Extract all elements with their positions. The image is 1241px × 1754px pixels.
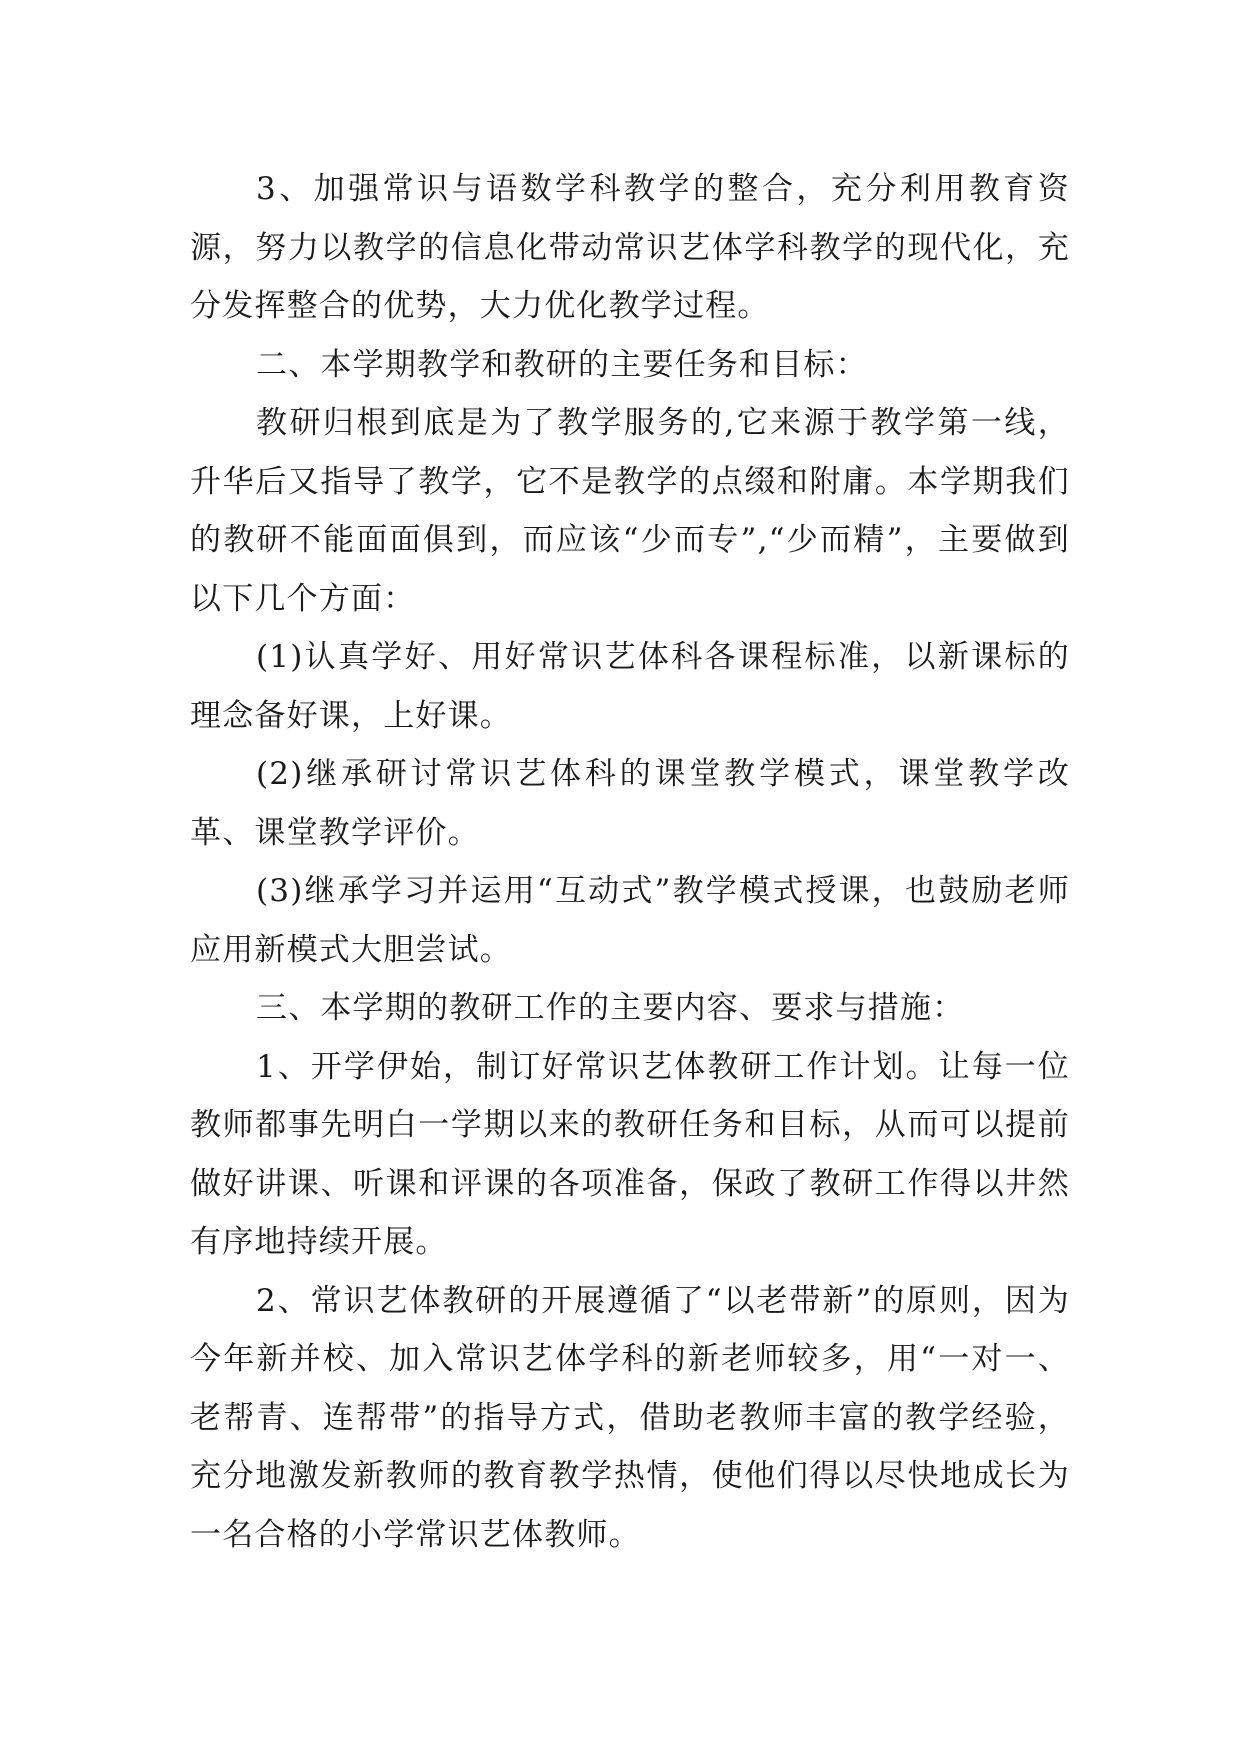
paragraph-integration-point-3: 3、加强常识与语数学科教学的整合，充分利用教育资源，努力以教学的信息化带动常识艺体学科教学的现代化，充分发挥整合的优势，大力优化教学过程。	[190, 171, 1070, 324]
heading-section-2-tasks-goals: 二、本学期教学和教研的主要任务和目标：	[256, 346, 868, 383]
document-body	[190, 160, 1070, 1564]
list-item-2: (2)继承研讨常识艺体科的课堂教学模式，课堂教学改革、课堂教学评价。	[190, 756, 1070, 851]
list-item-3: (3)继承学习并运用“互动式”教学模式授课，也鼓励老师应用新模式大胆尝试。	[190, 873, 1070, 968]
list-item-1: (1)认真学好、用好常识艺体科各课程标准，以新课标的理念备好课，上好课。	[190, 639, 1070, 734]
paragraph-measure-2: 2、常识艺体教研的开展遵循了“以老带新”的原则，因为今年新并校、加入常识艺体学科的新老师较多，用“一对一、老帮青、连帮带”的指导方式，借助老教师丰富的教学经验，充分地激发新教师的教育教学热情，使他们得以尽快地成长为一名合格的小学常识艺体教师。	[190, 1282, 1070, 1553]
paragraph-measure-1: 1、开学伊始，制订好常识艺体教研工作计划。让每一位教师都事先明白一学期以来的教研任务和目标，从而可以提前做好讲课、听课和评课的各项准备，保政了教研工作得以井然有序地持续开展。	[190, 1048, 1070, 1260]
heading-section-3-content-measures: 三、本学期的教研工作的主要内容、要求与措施：	[256, 990, 965, 1026]
paragraph-research-purpose: 教研归根到底是为了教学服务的,它来源于教学第一线，升华后又指导了教学，它不是教学的点缀和附庸。本学期我们的教研不能面面俱到，而应该“少而专”,“少而精”，主要做到以下几个方面：	[190, 405, 1070, 617]
